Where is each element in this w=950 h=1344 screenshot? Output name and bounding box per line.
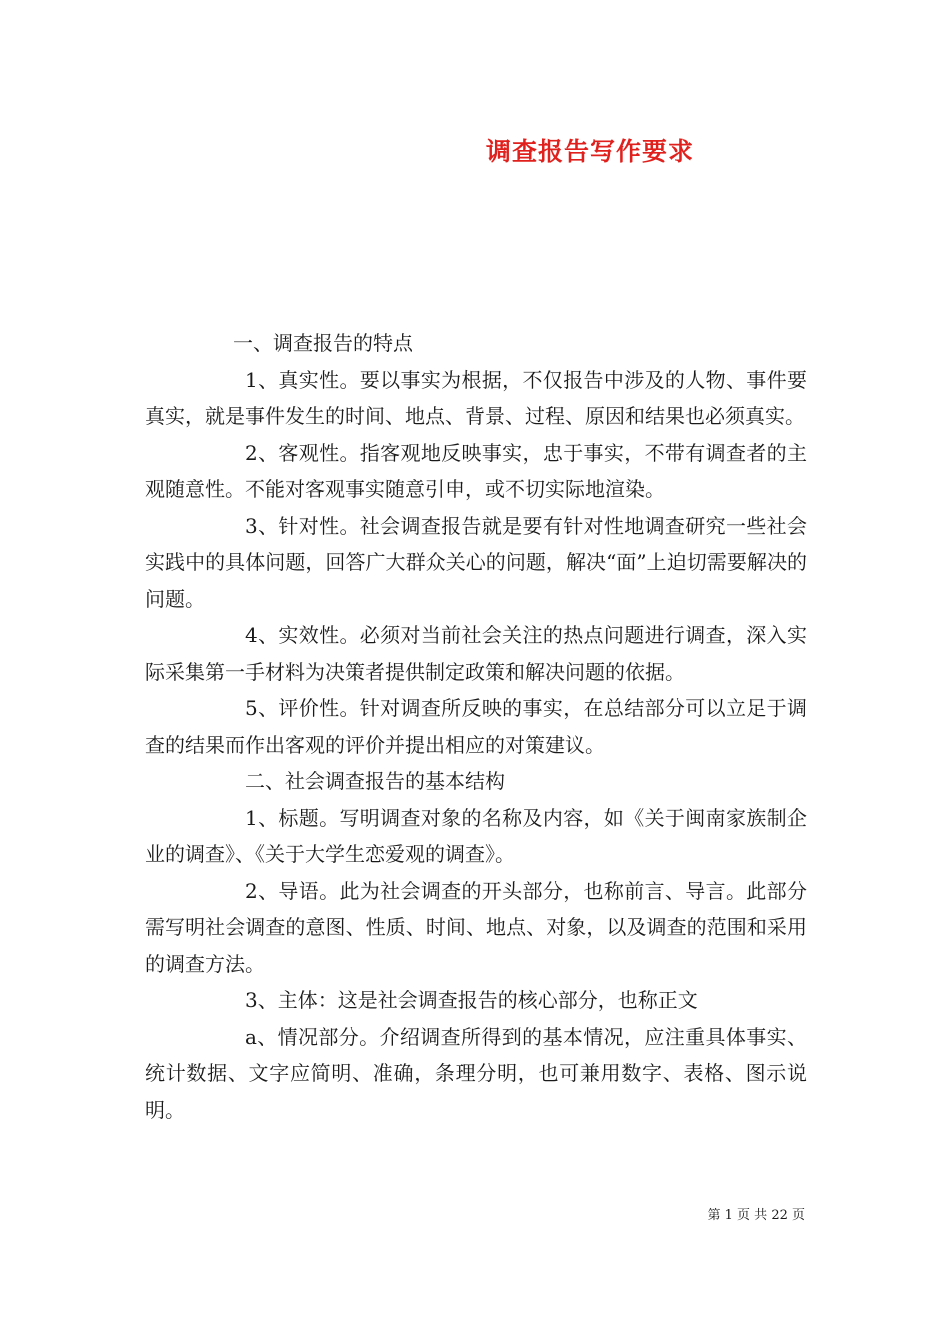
- paragraph: 5、评价性。针对调查所反映的事实，在总结部分可以立足于调查的结果而作出客观的评价并提出相应的对策建议。: [145, 696, 807, 757]
- paragraph: 3、主体：这是社会调查报告的核心部分，也称正文: [245, 988, 698, 1012]
- paragraph: 2、导语。此为社会调查的开头部分，也称前言、导言。此部分需写明社会调查的意图、性质、时间、地点、对象，以及调查的范围和采用的调查方法。: [145, 878, 807, 976]
- paragraph: 1、真实性。要以事实为根据，不仅报告中涉及的人物、事件要真实，就是事件发生的时间、地点、背景、过程、原因和结果也必须真实。: [145, 367, 807, 428]
- section-heading-1: 一、调查报告的特点: [233, 331, 413, 355]
- paragraph: 2、客观性。指客观地反映事实，忠于事实，不带有调查者的主观随意性。不能对客观事实随意引申，或不切实际地渲染。: [145, 440, 807, 501]
- section-heading-2: 二、社会调查报告的基本结构: [245, 769, 505, 793]
- page-number-footer: 第 1 页 共 22 页: [707, 1208, 805, 1223]
- paragraph: 1、标题。写明调查对象的名称及内容，如《关于闽南家族制企业的调查》、《关于大学生恋爱观的调查》。: [145, 805, 807, 866]
- paragraph: 3、针对性。社会调查报告就是要有针对性地调查研究一些社会实践中的具体问题，回答广大群众关心的问题，解决“面”上迫切需要解决的问题。: [145, 513, 807, 611]
- document-title: 调查报告写作要求: [485, 137, 694, 166]
- paragraph: 4、实效性。必须对当前社会关注的热点问题进行调查，深入实际采集第一手材料为决策者提供制定政策和解决问题的依据。: [145, 623, 807, 684]
- paragraph: a、情况部分。介绍调查所得到的基本情况，应注重具体事实、统计数据、文字应简明、准确，条理分明，也可兼用数字、表格、图示说明。: [145, 1024, 807, 1122]
- document-body: [145, 325, 807, 1128]
